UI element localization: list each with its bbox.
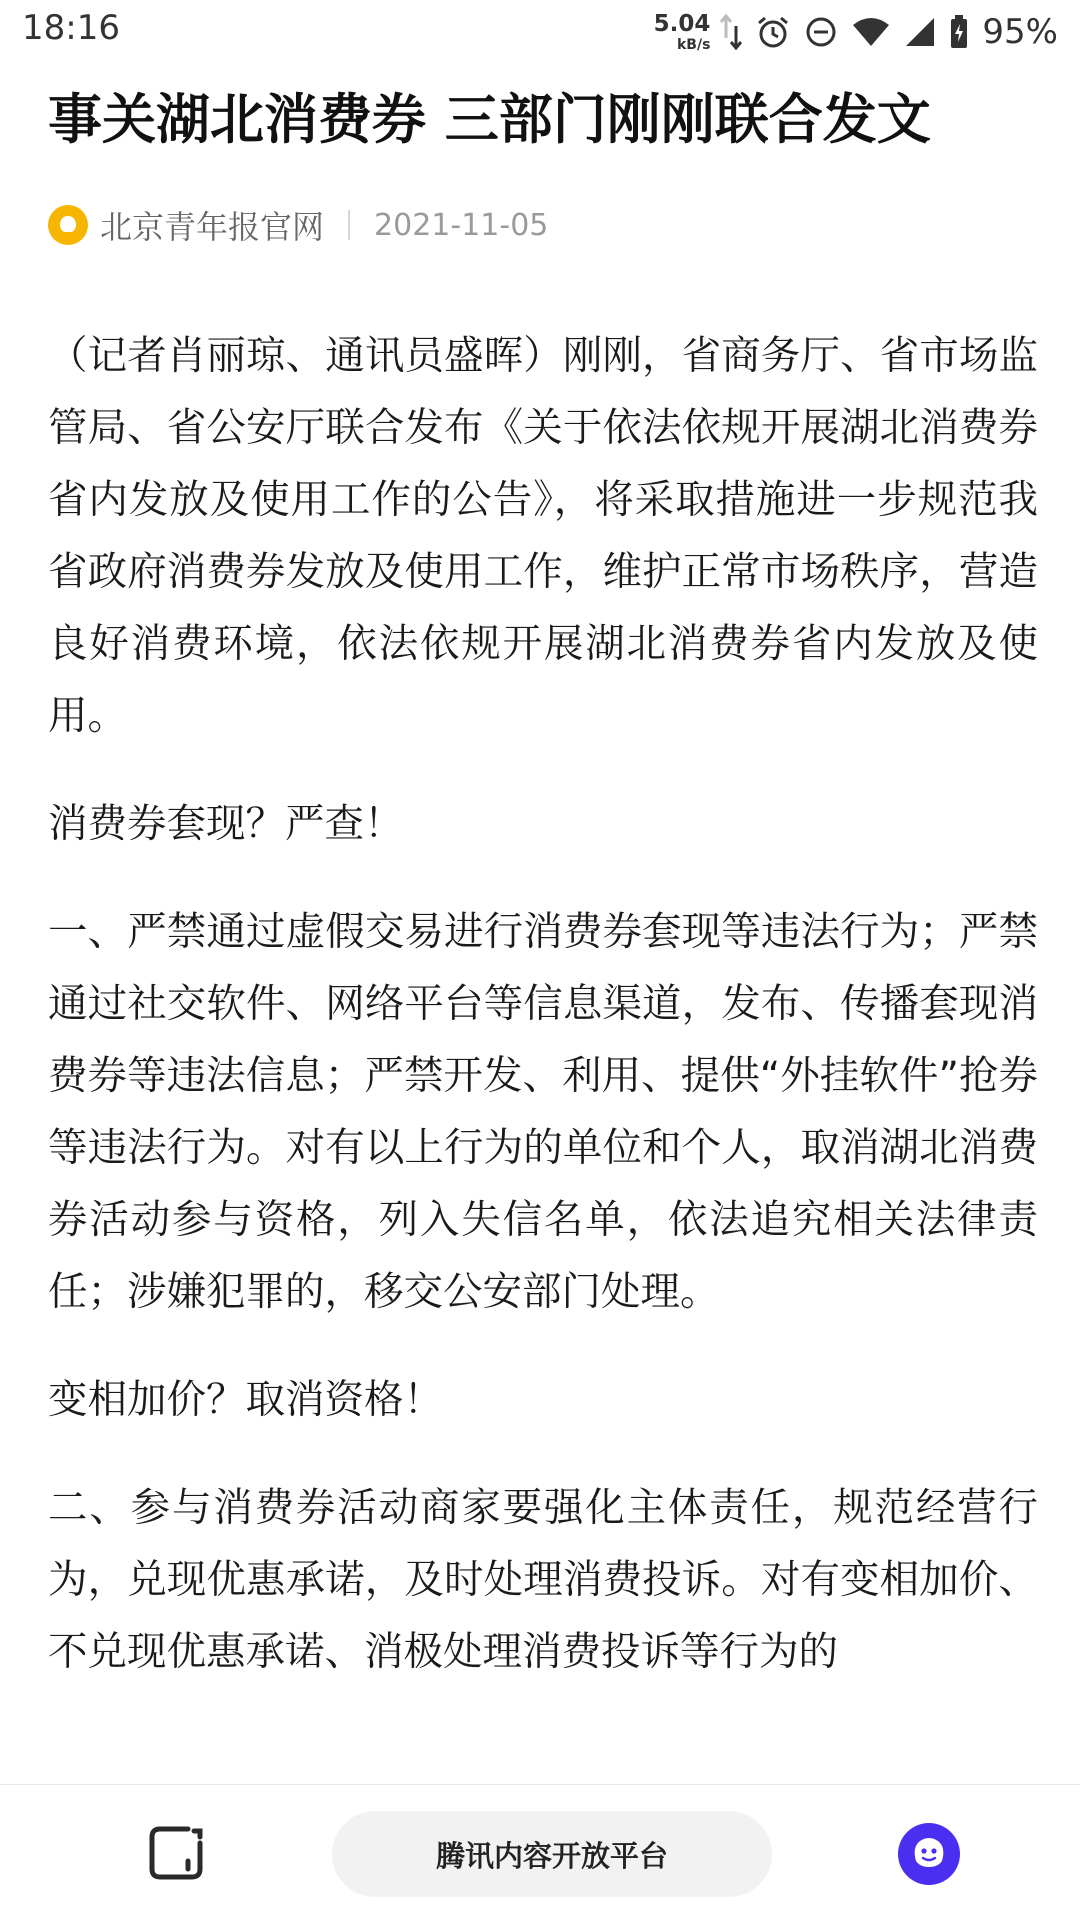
battery-icon [950,15,968,49]
article-paragraph: （记者肖丽琼、通讯员盛晖）刚刚，省商务厅、省市场监管局、省公安厅联合发布《关于依法依规开展湖北消费券省内发放及使用工作的公告》，将采取措施进一步规范我省政府消费券发放及使用工作，维护正常市场秩序，营造良好消费环境，依法依规开展湖北消费券省内发放及使用。 [48,333,1038,739]
signal-icon [904,16,936,48]
dnd-icon [804,15,838,49]
article-headline: 事关湖北消费券 三部门刚刚联合发文 [48,88,931,151]
battery-level: 95% [982,12,1058,52]
article-paragraph: 一、严禁通过虚假交易进行消费券套现等违法行为；严禁通过社交软件、网络平台等信息渠道，发布、传播套现消费券等违法信息；严禁开发、利用、提供“外挂软件”抢券等违法行为。对有以上行为的单位和个人，取消湖北消费券活动参与资格，列入失信名单，依法追究相关法律责任；涉嫌犯罪的，移交公安部门处理。 [48,909,1038,1315]
alarm-icon [756,15,790,49]
status-icons [654,8,1058,56]
platform-button[interactable] [332,1811,772,1897]
article-subheading: 消费券套现？严查！ [48,801,404,847]
status-time: 18:16 [22,8,120,48]
back-icon [148,1866,204,1885]
status-bar [0,0,1080,64]
bottom-bar [0,1784,1080,1921]
robot-face-icon [908,1831,950,1877]
data-arrows-icon [720,14,742,50]
back-button[interactable] [148,1825,204,1881]
article-meta [48,200,1038,250]
meta-divider [348,210,350,240]
article-paragraph: 二、参与消费券活动商家要强化主体责任，规范经营行为，兑现优惠承诺，及时处理消费投诉。对有变相加价、不兑现优惠承诺、消极处理消费投诉等行为的 [48,1485,1038,1675]
article-body [48,320,1038,1688]
article [48,80,1038,1724]
network-speed-unit: kB/s [676,36,711,53]
wifi-icon [852,16,890,48]
network-speed [653,10,711,53]
article-subheading: 变相加价？取消资格！ [48,1377,443,1423]
publish-date: 2021-11-05 [374,207,549,243]
source-logo-icon[interactable] [48,205,88,245]
source-name[interactable]: 北京青年报官网 [100,208,325,246]
assistant-button[interactable] [898,1823,960,1885]
platform-button-label: 腾讯内容开放平台 [435,1838,668,1873]
network-speed-value: 5.04 [653,10,711,37]
